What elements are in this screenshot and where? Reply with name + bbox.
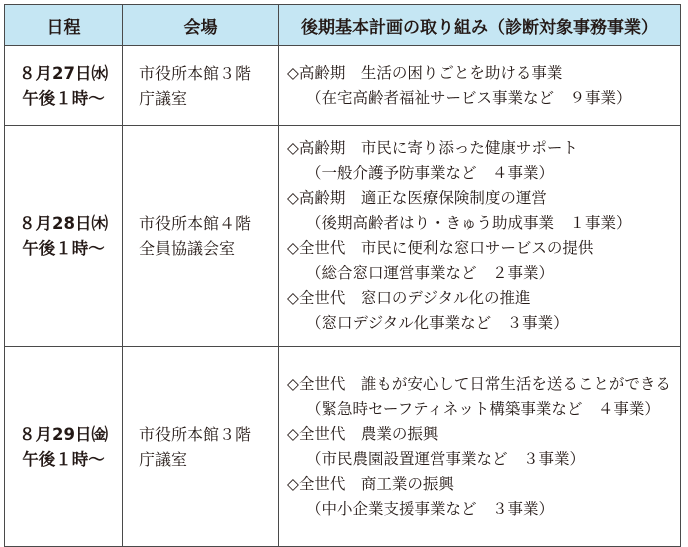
venue-line1: 市役所本館３階: [139, 424, 252, 444]
item-detail: （市民農園設置運営事業など ３事業）: [306, 449, 586, 468]
item-detail: （中小企業支援事業など ３事業）: [306, 499, 555, 518]
table-row: [5, 46, 681, 126]
item-title: ◇全世代 市民に便利な窓口サービスの提供: [287, 239, 594, 257]
time-text: 午後１時〜: [22, 449, 105, 469]
venue-line1: 市役所本館３階: [139, 63, 252, 83]
item-title: ◇高齢期 生活の困りごとを助ける事業: [287, 63, 563, 82]
item-detail: （総合窓口運営事業など ２事業）: [306, 264, 555, 282]
venue-line2: 全員協議会室: [139, 239, 236, 258]
item-title: ◇全世代 商工業の振興: [287, 474, 454, 493]
initiatives-cell: [279, 347, 681, 547]
initiatives-cell: [279, 46, 681, 126]
venue-line2: 庁議室: [139, 449, 188, 469]
item-detail: （後期高齢者はり・きゅう助成事業 １事業）: [306, 214, 632, 232]
item-detail: （窓口デジタル化事業など ３事業）: [306, 314, 569, 332]
table-row: [5, 347, 681, 547]
venue-cell: [123, 126, 279, 347]
venue-line1: 市役所本館４階: [139, 214, 252, 233]
time-text: 午後１時〜: [22, 239, 105, 258]
item-title: ◇高齢期 市民に寄り添った健康サポート: [287, 139, 578, 157]
item-title: ◇全世代 農業の振興: [287, 424, 439, 443]
venue-cell: [123, 347, 279, 547]
table-row: [5, 126, 681, 347]
header-date: 日程: [5, 5, 123, 46]
time-text: 午後１時〜: [22, 88, 105, 108]
item-detail: （一般介護予防事業など ４事業）: [306, 164, 555, 182]
item-title: ◇全世代 誰もが安心して日常生活を送ることができる: [287, 374, 671, 393]
item-detail: （在宅高齢者福祉サービス事業など ９事業）: [306, 88, 632, 107]
header-initiatives: 後期基本計画の取り組み（診断対象事務事業）: [279, 5, 681, 46]
date-cell: [5, 46, 123, 126]
item-title: ◇高齢期 適正な医療保険制度の運営: [287, 189, 547, 207]
venue-cell: [123, 46, 279, 126]
date-text: ８月27日㈬: [19, 63, 108, 83]
date-cell: [5, 126, 123, 347]
date-cell: [5, 347, 123, 547]
header-venue: 会場: [123, 5, 279, 46]
schedule-table: [4, 4, 681, 547]
header-row: [5, 5, 681, 46]
item-detail: （緊急時セーフティネット構築事業など ４事業）: [306, 399, 660, 418]
date-text: ８月29日㈮: [19, 424, 108, 444]
item-title: ◇全世代 窓口のデジタル化の推進: [287, 289, 531, 307]
initiatives-cell: [279, 126, 681, 347]
venue-line2: 庁議室: [139, 88, 188, 108]
date-text: ８月28日㈭: [19, 214, 108, 233]
